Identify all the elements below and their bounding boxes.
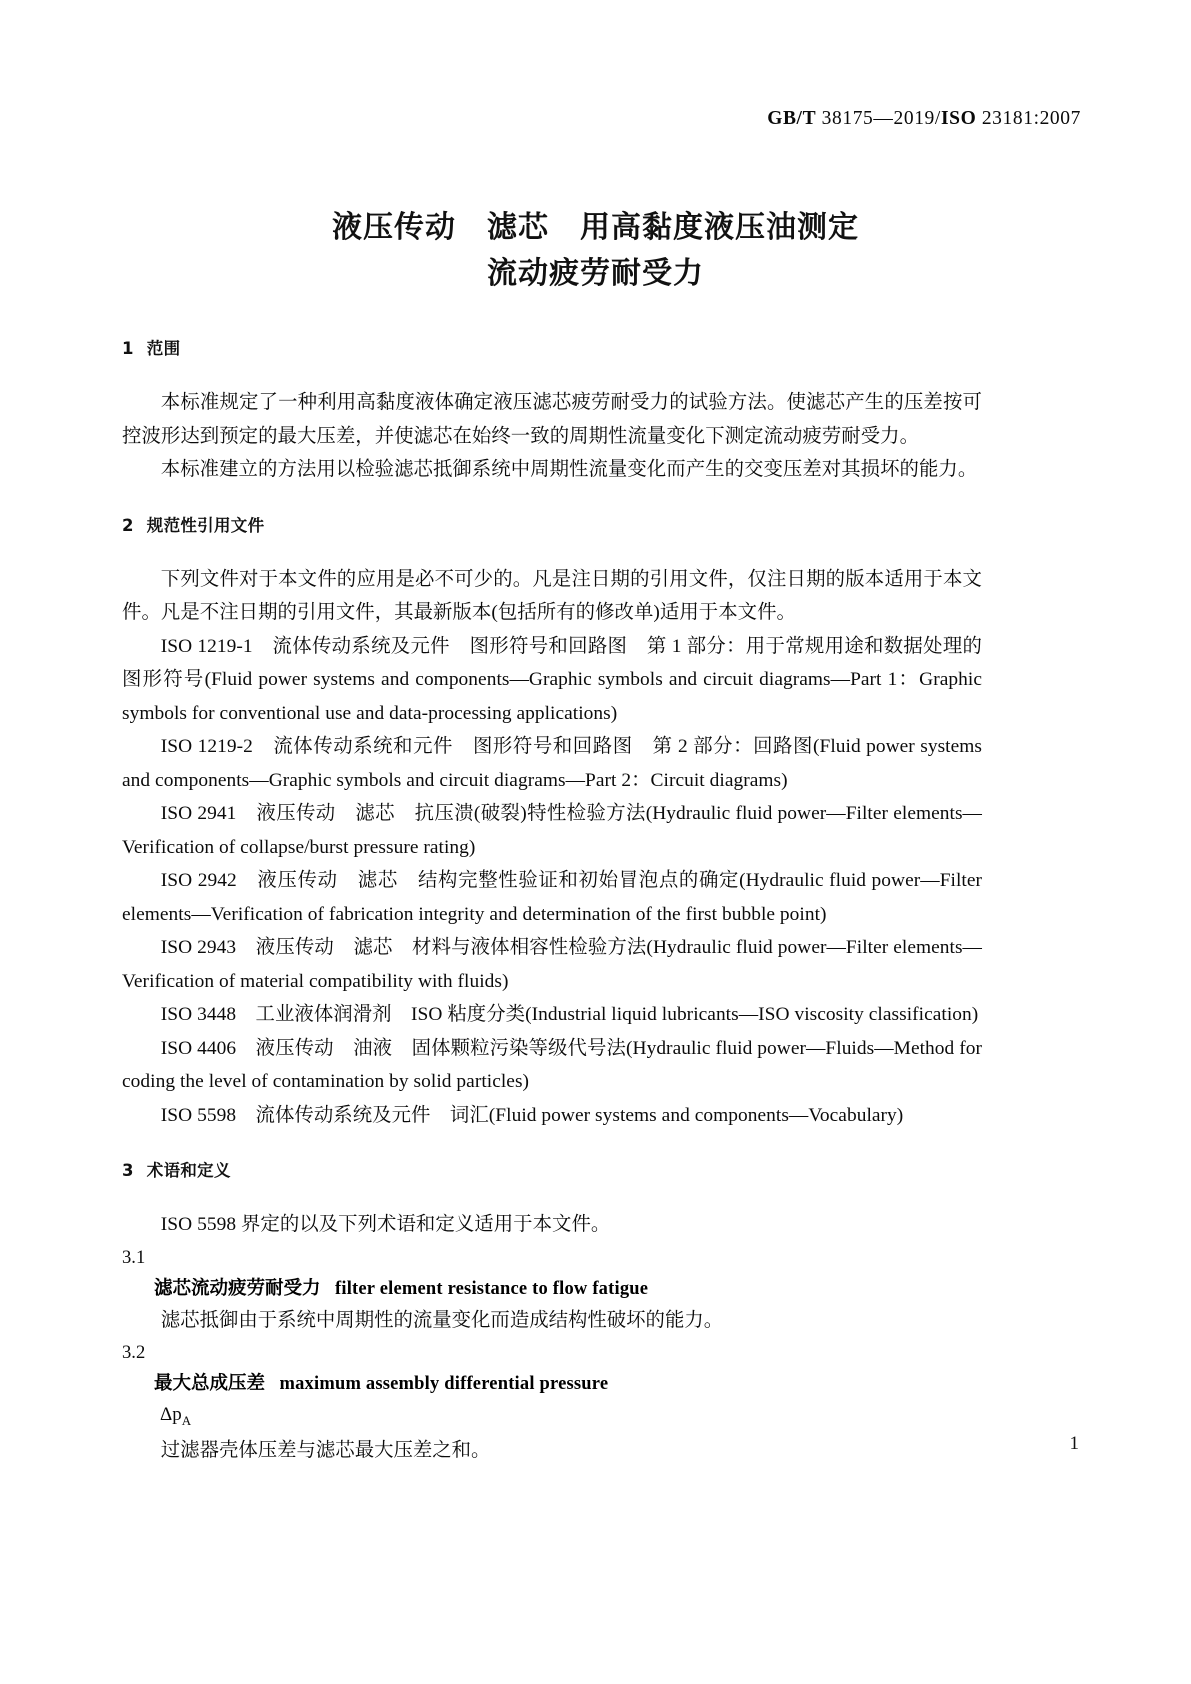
scope-paragraph-1: 本标准规定了一种利用高黏度液体确定液压滤芯疲劳耐受力的试验方法。使滤芯产生的压差按可控波形达到预定的最大压差，并使滤芯在始终一致的周期性流量变化下测定流动疲劳耐受力。 <box>122 392 982 447</box>
term-entry-3-1 <box>122 1273 982 1305</box>
normative-reference-item: ISO 4406 液压传动 油液 固体颗粒污染等级代号法(Hydraulic fluid power—Fluids—Method for coding the level of contamination by solid particles) <box>122 1037 982 1092</box>
section-heading-scope <box>122 336 982 362</box>
clause-number-3-1: 3.1 <box>122 1246 146 1268</box>
section-title-3: 术语和定义 <box>146 1161 231 1180</box>
section-heading-normative-references <box>122 513 982 539</box>
term-name-cn-3-1: 滤芯流动疲劳耐受力 <box>154 1277 321 1299</box>
header-standard-code: 38175—2019/ <box>816 108 941 129</box>
header-standard-prefix: GB/T <box>767 108 817 129</box>
terms-intro: ISO 5598 界定的以及下列术语和定义适用于本文件。 <box>160 1214 611 1235</box>
section-number-2: 2 <box>122 515 134 535</box>
term-name-en-3-1: filter element resistance to flow fatigue <box>335 1278 649 1299</box>
section-title-1: 范围 <box>146 339 181 358</box>
term-symbol-3-2 <box>122 1400 982 1436</box>
document-body <box>122 336 982 1467</box>
normative-reference-item: ISO 2942 液压传动 滤芯 结构完整性验证和初始冒泡点的确定(Hydraulic fluid power—Filter elements—Verification of fabrication integrity and determination of the first bubble point) <box>122 870 982 925</box>
section-number-3: 3 <box>122 1161 134 1180</box>
normative-reference-item: ISO 3448 工业液体润滑剂 ISO 粘度分类(Industrial liquid lubricants—ISO viscosity classification) <box>160 1004 979 1025</box>
term-name-cn-3-2: 最大总成压差 <box>154 1372 266 1394</box>
term-entry-3-2 <box>122 1368 982 1400</box>
page-title-line-1: 液压传动 滤芯 用高黏度液压油测定 <box>332 210 859 245</box>
normative-reference-item: ISO 2943 液压传动 滤芯 材料与液体相容性检验方法(Hydraulic fluid power—Filter elements—Verification of material compatibility with fluids) <box>122 937 982 992</box>
section-title-2: 规范性引用文件 <box>146 515 265 535</box>
section-number-1: 1 <box>122 339 134 358</box>
section-heading-terms-and-definitions <box>122 1158 982 1184</box>
term-symbol-text-3-2: Δp <box>160 1403 182 1425</box>
scope-paragraph-2: 本标准建立的方法用以检验滤芯抵御系统中周期性流量变化而产生的交变压差对其损坏的能力。 <box>160 459 978 480</box>
header-iso-prefix: ISO <box>940 108 977 129</box>
running-header <box>110 108 1081 130</box>
term-symbol-subscript-3-2: A <box>181 1412 192 1428</box>
term-name-en-3-2: maximum assembly differential pressure <box>279 1373 609 1394</box>
normative-reference-item: ISO 1219-1 流体传动系统及元件 图形符号和回路图 第 1 部分：用于常规用途和数据处理的图形符号(Fluid power systems and components—Graphic symbols and circuit diagrams—Part 1：Graphic symbols for conventional use and data-processing applications) <box>122 635 982 724</box>
page-title <box>110 205 1081 297</box>
page-number: 1 <box>1069 1433 1079 1454</box>
term-definition-3-1: 滤芯抵御由于系统中周期性的流量变化而造成结构性破坏的能力。 <box>160 1309 724 1331</box>
header-iso-code: 23181:2007 <box>976 108 1081 129</box>
clause-number-3-2: 3.2 <box>122 1341 146 1363</box>
term-definition-3-2: 过滤器壳体压差与滤芯最大压差之和。 <box>160 1440 491 1462</box>
page-title-line-2: 流动疲劳耐受力 <box>487 256 704 291</box>
normative-references-intro: 下列文件对于本文件的应用是必不可少的。凡是注日期的引用文件，仅注日期的版本适用于本文件。凡是不注日期的引用文件，其最新版本(包括所有的修改单)适用于本文件。 <box>122 568 982 623</box>
normative-reference-item: ISO 2941 液压传动 滤芯 抗压溃(破裂)特性检验方法(Hydraulic fluid power—Filter elements—Verification of collapse/burst pressure rating) <box>122 803 982 858</box>
normative-reference-item: ISO 1219-2 流体传动系统和元件 图形符号和回路图 第 2 部分：回路图(Fluid power systems and components—Graphic symbols and circuit diagrams—Part 2：Circuit diagrams) <box>122 736 982 791</box>
normative-reference-item: ISO 5598 流体传动系统及元件 词汇(Fluid power systems and components—Vocabulary) <box>160 1104 904 1126</box>
